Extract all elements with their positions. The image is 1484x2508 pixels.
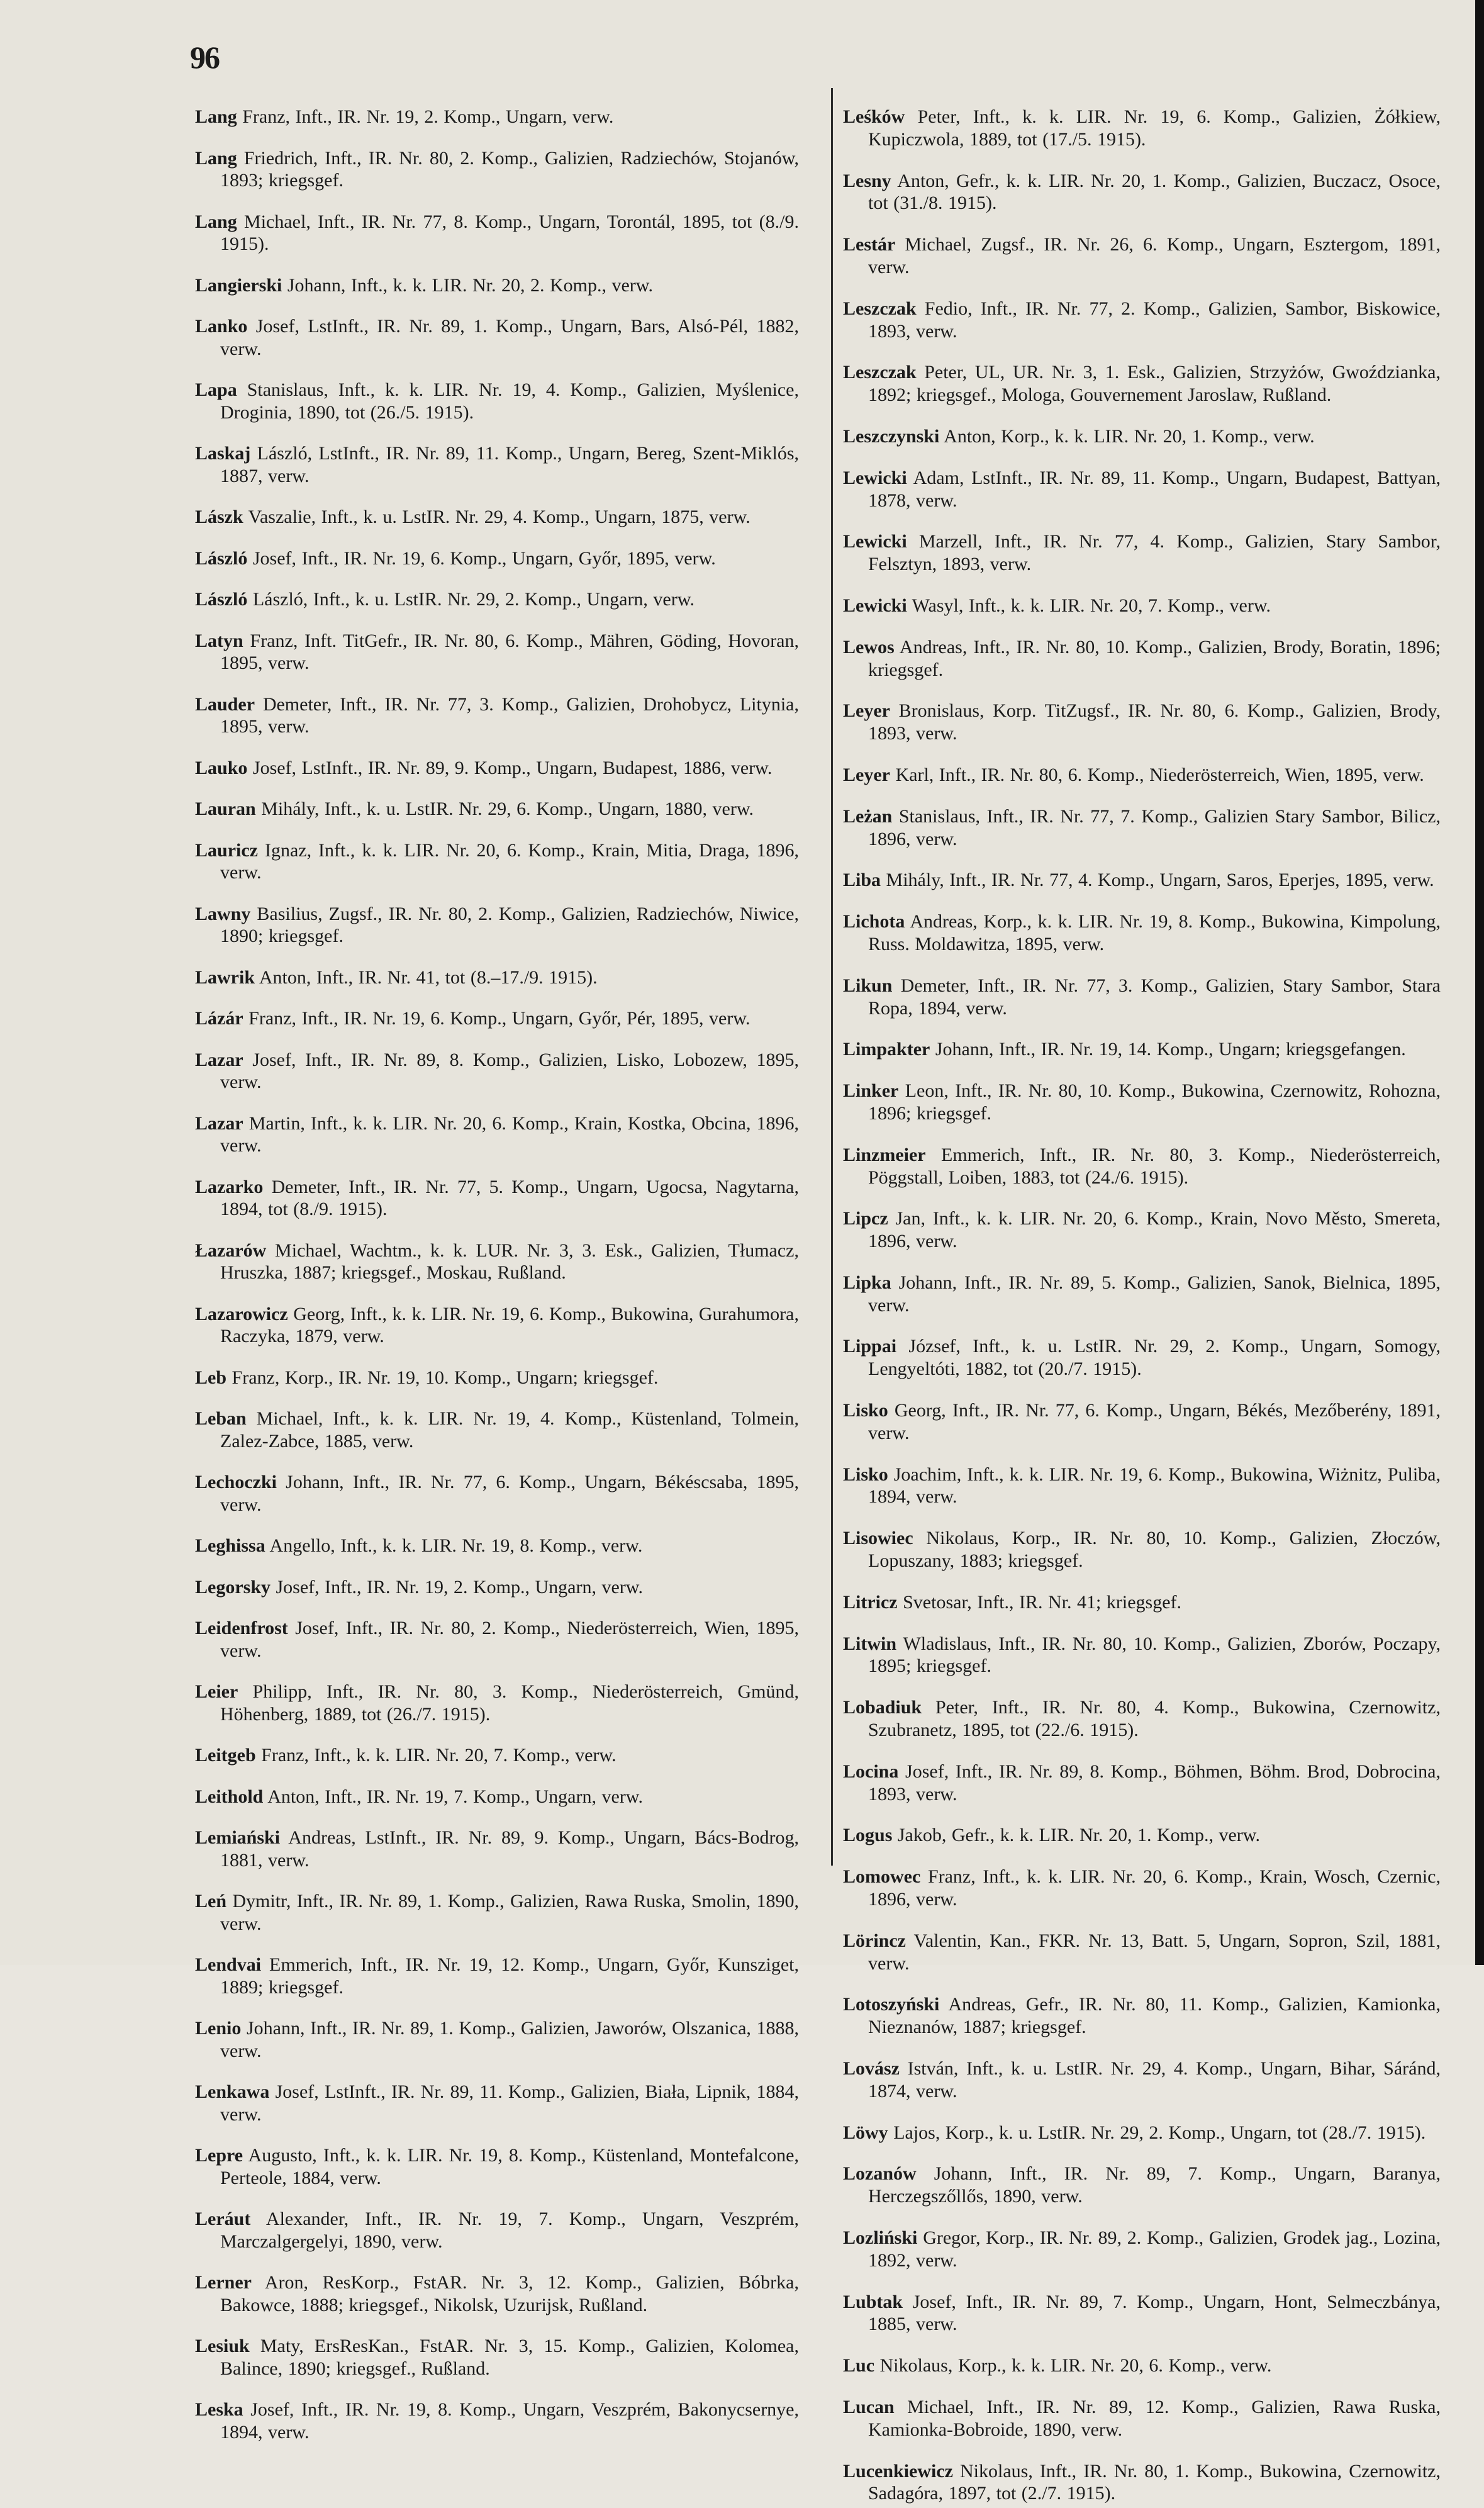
entry-details: Demeter, Inft., IR. Nr. 77, 5. Komp., Ungarn, Ugocsa, Nagytarna, 1894, tot (8./9. 1915). [220,1176,799,1219]
entry-surname: Lipcz [843,1208,888,1229]
entry-details: Jakob, Gefr., k. k. LIR. Nr. 20, 1. Komp., verw. [892,1825,1261,1846]
entry-details: Georg, Inft., k. k. LIR. Nr. 19, 6. Komp., Bukowina, Gurahumora, Raczyka, 1879, verw. [220,1303,799,1346]
entry-surname: Lawrik [195,966,255,988]
entry-surname: Lemiański [195,1827,281,1848]
entry-details: Josef, LstInft., IR. Nr. 89, 1. Komp., Ungarn, Bars, Alsó-Pél, 1882, verw. [220,316,799,359]
column-divider [831,88,833,1866]
entry-surname: Lewos [843,636,895,658]
entry-surname: Lauran [195,798,256,819]
entry-surname: Leyer [843,764,890,785]
entry-details: Josef, Inft., IR. Nr. 80, 2. Komp., Niederösterreich, Wien, 1895, verw. [220,1618,799,1661]
entry-surname: Likun [843,975,893,996]
entry-details: Josef, LstInft., IR. Nr. 89, 11. Komp., Galizien, Biała, Lipnik, 1884, verw. [220,2081,799,2125]
entry-details: Dymitr, Inft., IR. Nr. 89, 1. Komp., Galizien, Rawa Ruska, Smolin, 1890, verw. [220,1891,799,1934]
entry-surname: Leithold [195,1786,264,1807]
casualty-entry [843,2163,1441,2208]
entry-surname: Leń [195,1891,227,1912]
entry-details: Michael, Zugsf., IR. Nr. 26, 6. Komp., Ungarn, Esztergom, 1891, verw. [868,234,1441,277]
entry-details: Josef, LstInft., IR. Nr. 89, 9. Komp., Ungarn, Budapest, 1886, verw. [247,757,773,778]
casualty-entry [843,2354,1441,2377]
entry-details: Nikolaus, Inft., IR. Nr. 80, 1. Komp., Bukowina, Czernowitz, Sadagóra, 1897, tot (2./7. 1915). [868,2460,1441,2504]
right-column [843,87,1441,2508]
entry-details: István, Inft., k. u. LstIR. Nr. 29, 4. Komp., Ungarn, Bihar, Sáránd, 1874, verw. [868,2058,1441,2102]
entry-details: Georg, Inft., IR. Nr. 77, 6. Komp., Ungarn, Békés, Mezőberény, 1891, verw. [868,1400,1441,1443]
entry-details: Friedrich, Inft., IR. Nr. 80, 2. Komp., Galizien, Radziechów, Stojanów, 1893; kriegsgef. [220,147,799,191]
casualty-entry [195,1954,799,1998]
entry-details: Josef, Inft., IR. Nr. 89, 7. Komp., Ungarn, Hont, Selmeczbánya, 1885, verw. [868,2291,1441,2335]
casualty-entry [195,1007,799,1030]
entry-surname: Lewicki [843,595,907,616]
casualty-entry [195,1303,799,1348]
casualty-entry [195,798,799,820]
left-column [195,87,799,2447]
entry-details: Martin, Inft., k. k. LIR. Nr. 20, 6. Komp., Krain, Kostka, Obcina, 1896, verw. [220,1112,799,1156]
casualty-entry [843,1633,1441,1678]
casualty-entry [195,274,799,297]
casualty-entry [195,2271,799,2316]
entry-details: Nikolaus, Korp., k. k. LIR. Nr. 20, 6. Komp., verw. [874,2355,1272,2376]
casualty-entry [843,636,1441,681]
casualty-entry [195,442,799,487]
entry-surname: Liba [843,870,881,891]
casualty-entry [843,1080,1441,1125]
entry-surname: László [195,589,248,610]
entry-surname: Lang [195,147,237,169]
entry-details: Anton, Korp., k. k. LIR. Nr. 20, 1. Komp., verw. [939,425,1315,447]
casualty-entry [195,1367,799,1389]
entry-details: Ignaz, Inft., k. k. LIR. Nr. 20, 6. Komp., Krain, Mitia, Draga, 1896, verw. [220,839,799,883]
entry-details: Wasyl, Inft., k. k. LIR. Nr. 20, 7. Komp., verw. [907,595,1271,616]
entry-details: Peter, UL, UR. Nr. 3, 1. Esk., Galizien, Strzyżów, Gwoździanka, 1892; kriegsgef., Mologa, Gouvernement Jaroslaw, Rußland. [868,362,1441,406]
entry-details: Peter, Inft., k. k. LIR. Nr. 19, 6. Komp., Galizien, Żółkiew, Kupiczwola, 1889, tot (17./5. 1915). [868,106,1441,150]
entry-details: László, LstInft., IR. Nr. 89, 11. Komp., Ungarn, Bereg, Szent-Miklós, 1887, verw. [220,443,799,486]
entry-details: Anton, Inft., IR. Nr. 19, 7. Komp., Ungarn, verw. [263,1786,644,1807]
entry-surname: Lichota [843,911,905,932]
entry-surname: Lewicki [843,467,907,488]
entry-details: Svetosar, Inft., IR. Nr. 41; kriegsgef. [897,1591,1182,1613]
entry-surname: Lazarko [195,1176,264,1197]
entry-details: Stanislaus, Inft., k. k. LIR. Nr. 19, 4. Komp., Galizien, Myślenice, Droginia, 1890, tot (26./5. 1915). [220,379,799,423]
casualty-entry [195,1535,799,1557]
casualty-entry [843,1824,1441,1847]
page-edge-shadow [1475,0,1484,1965]
entry-details: Michael, Inft., k. k. LIR. Nr. 19, 4. Komp., Küstenland, Tolmein, Zalez-Zabce, 1885, verw. [220,1408,799,1452]
entry-details: Philipp, Inft., IR. Nr. 80, 3. Komp., Niederösterreich, Gmünd, Höhenberg, 1889, tot (26./7. 1915). [220,1681,799,1725]
casualty-entry [195,1049,799,1094]
entry-surname: Lapa [195,379,237,400]
entry-details: Anton, Gefr., k. k. LIR. Nr. 20, 1. Komp., Galizien, Buczacz, Osoce, tot (31./8. 1915). [868,170,1441,214]
entry-details: Josef, Inft., IR. Nr. 89, 8. Komp., Böhmen, Böhm. Brod, Dobrocina, 1893, verw. [868,1761,1441,1805]
entry-details: Michael, Wachtm., k. k. LUR. Nr. 3, 3. Esk., Galizien, Tłumacz, Hruszka, 1887; kriegsgef., Moskau, Rußland. [220,1240,799,1283]
entry-details: Nikolaus, Korp., IR. Nr. 80, 10. Komp., Galizien, Złoczów, Lopuszany, 1883; kriegsgef. [868,1528,1441,1572]
entry-surname: Leitgeb [195,1745,256,1766]
casualty-entry [195,1576,799,1599]
entry-surname: Lanko [195,316,248,337]
entry-details: Michael, Inft., IR. Nr. 89, 12. Komp., Galizien, Rawa Ruska, Kamionka-Bobroide, 1890, verw. [868,2396,1441,2440]
casualty-entry [195,106,799,128]
entry-details: Lajos, Korp., k. u. LstIR. Nr. 29, 2. Komp., Ungarn, tot (28./7. 1915). [888,2122,1426,2143]
entry-surname: Lubtak [843,2291,903,2312]
entry-details: Andreas, LstInft., IR. Nr. 89, 9. Komp., Ungarn, Bács-Bodrog, 1881, verw. [220,1827,799,1871]
entry-details: Andreas, Inft., IR. Nr. 80, 10. Komp., Galizien, Brody, Boratin, 1896; kriegsgef. [868,636,1441,680]
entry-details: Joachim, Inft., k. k. LIR. Nr. 19, 6. Komp., Bukowina, Wiżnitz, Puliba, 1894, verw. [868,1464,1441,1508]
entry-details: Johann, Inft., IR. Nr. 89, 7. Komp., Ungarn, Baranya, Herczegszőllős, 1890, verw. [868,2163,1441,2207]
entry-details: Stanislaus, Inft., IR. Nr. 77, 7. Komp., Galizien Stary Sambor, Bilicz, 1896, verw. [868,805,1441,849]
casualty-entry [843,975,1441,1020]
entry-details: József, Inft., k. u. LstIR. Nr. 29, 2. Komp., Ungarn, Somogy, Lengyeltóti, 1882, tot (20./7. 1915). [868,1336,1441,1380]
casualty-entry [843,1591,1441,1614]
entry-details: Demeter, Inft., IR. Nr. 77, 3. Komp., Galizien, Drohobycz, Litynia, 1895, verw. [220,693,799,737]
entry-details: Mihály, Inft., IR. Nr. 77, 4. Komp., Ungarn, Saros, Eperjes, 1895, verw. [881,870,1434,891]
casualty-entry [195,757,799,780]
entry-surname: Löwy [843,2122,888,2143]
entry-details: Wladislaus, Inft., IR. Nr. 80, 10. Komp., Galizien, Zborów, Poczapy, 1895; kriegsgef. [868,1633,1441,1677]
entry-surname: Leszczak [843,298,917,319]
page-number: 96 [190,40,219,75]
entry-surname: Lang [195,211,237,232]
entry-details: Jan, Inft., k. k. LIR. Nr. 20, 6. Komp., Krain, Novo Město, Smereta, 1896, verw. [868,1208,1441,1252]
entry-details: Josef, Inft., IR. Nr. 19, 2. Komp., Ungarn, verw. [271,1576,643,1598]
casualty-entry [843,2460,1441,2505]
casualty-entry [195,2399,799,2443]
casualty-entry [843,1866,1441,1911]
entry-details: Angello, Inft., k. k. LIR. Nr. 19, 8. Komp., verw. [265,1535,643,1556]
entry-details: Franz, Inft., IR. Nr. 19, 2. Komp., Ungarn, verw. [237,106,614,127]
entry-details: Franz, Inft., IR. Nr. 19, 6. Komp., Ungarn, Győr, Pér, 1895, verw. [243,1008,750,1029]
casualty-entry [843,298,1441,343]
casualty-entry [843,425,1441,448]
casualty-entry [843,2227,1441,2272]
entry-details: Alexander, Inft., IR. Nr. 19, 7. Komp., Ungarn, Veszprém, Marczalgergelyi, 1890, verw. [220,2208,799,2252]
casualty-entry [195,2144,799,2189]
entry-details: Franz, Inft. TitGefr., IR. Nr. 80, 6. Komp., Mähren, Göding, Hovoran, 1895, verw. [220,630,799,673]
entry-surname: Leszczak [843,362,917,383]
entry-details: Peter, Inft., IR. Nr. 80, 4. Komp., Bukowina, Czernowitz, Szubranetz, 1895, tot (22./6. 1915). [868,1697,1441,1741]
entry-surname: Limpakter [843,1039,930,1060]
entry-surname: Leidenfrost [195,1618,288,1638]
entry-surname: Logus [843,1825,893,1846]
casualty-entry [843,1761,1441,1806]
entry-details: Anton, Inft., IR. Nr. 41, tot (8.–17./9. 1915). [255,966,598,988]
casualty-entry [843,1144,1441,1189]
entry-surname: Lázár [195,1008,243,1029]
casualty-entry [195,211,799,255]
entry-details: Bronislaus, Korp. TitZugsf., IR. Nr. 80, 6. Komp., Galizien, Brody, 1893, verw. [868,700,1441,744]
entry-surname: Lippai [843,1336,897,1357]
entry-details: Fedio, Inft., IR. Nr. 77, 2. Komp., Galizien, Sambor, Biskowice, 1893, verw. [868,298,1441,342]
entry-surname: Lazarowicz [195,1303,288,1324]
entry-details: Franz, Korp., IR. Nr. 19, 10. Komp., Ungarn; kriegsgef. [226,1367,659,1388]
entry-surname: Lozliński [843,2227,918,2248]
entry-surname: Leszczynski [843,425,940,447]
casualty-entry [843,1930,1441,1975]
entry-surname: Łazarów [195,1240,267,1261]
casualty-entry [195,1112,799,1157]
casualty-entry [843,1464,1441,1509]
casualty-entry [843,2122,1441,2144]
casualty-entry [195,1681,799,1725]
casualty-entry [195,506,799,529]
entry-surname: Lewicki [843,531,907,552]
entry-surname: Lörincz [843,1930,906,1951]
entry-details: Emmerich, Inft., IR. Nr. 19, 12. Komp., Ungarn, Győr, Kunsziget, 1889; kriegsgef. [220,1954,799,1998]
entry-surname: Lendvai [195,1954,262,1975]
casualty-entry [843,910,1441,956]
casualty-entry [843,106,1441,151]
casualty-entry [195,1471,799,1516]
entry-surname: Lazar [195,1112,243,1134]
casualty-entry [843,1272,1441,1317]
entry-surname: Leśków [843,106,905,127]
entry-surname: Leżan [843,805,893,827]
casualty-entry [843,530,1441,576]
entry-details: Josef, Inft., IR. Nr. 19, 6. Komp., Ungarn, Győr, 1895, verw. [247,547,716,569]
casualty-entry [843,361,1441,406]
casualty-entry [843,2396,1441,2441]
entry-surname: Lobadiuk [843,1697,922,1718]
entry-surname: Lisowiec [843,1528,913,1549]
entry-surname: Litwin [843,1633,897,1654]
casualty-entry [195,1408,799,1452]
entry-surname: Lepre [195,2145,243,2166]
entry-surname: Lenio [195,2018,242,2039]
casualty-entry [843,1527,1441,1572]
entry-surname: Leb [195,1367,227,1388]
casualty-entry [195,2017,799,2062]
entry-surname: Leska [195,2399,243,2420]
entry-details: Marzell, Inft., IR. Nr. 77, 4. Komp., Galizien, Stary Sambor, Felsztyn, 1893, verw. [868,531,1441,575]
casualty-entry [843,869,1441,892]
entry-details: Aron, ResKorp., FstAR. Nr. 3, 12. Komp., Galizien, Bóbrka, Bakowce, 1888; kriegsgef., Nikolsk, Uzurijsk, Rußland. [220,2272,799,2315]
entry-surname: Lazar [195,1049,243,1070]
entry-surname: Lucenkiewicz [843,2460,953,2482]
casualty-entry [195,588,799,611]
entry-details: Adam, LstInft., IR. Nr. 89, 11. Komp., Ungarn, Budapest, Battyan, 1878, verw. [868,467,1441,511]
casualty-entry [843,1696,1441,1742]
entry-details: Johann, Inft., IR. Nr. 77, 6. Komp., Ungarn, Békéscsaba, 1895, verw. [220,1472,799,1515]
casualty-entry [843,805,1441,851]
entry-surname: Lauder [195,693,255,715]
entry-surname: Leghissa [195,1535,265,1556]
entry-details: Basilius, Zugsf., IR. Nr. 80, 2. Komp., Galizien, Radziechów, Niwice, 1890; kriegsgef. [220,903,799,946]
entry-details: Andreas, Gefr., IR. Nr. 80, 11. Komp., Galizien, Kamionka, Nieznanów, 1887; kriegsgef. [868,1994,1441,2038]
entry-surname: Locina [843,1761,899,1782]
entry-details: Johann, Inft., IR. Nr. 89, 5. Komp., Galizien, Sanok, Bielnica, 1895, verw. [868,1272,1441,1316]
entry-surname: Lipka [843,1272,891,1293]
casualty-entry [843,467,1441,512]
entry-surname: Linzmeier [843,1144,926,1165]
entry-surname: Lotoszyński [843,1994,940,2015]
casualty-entry [195,1827,799,1871]
casualty-entry [195,1744,799,1767]
casualty-entry [843,170,1441,215]
entry-surname: Lang [195,106,237,127]
entry-surname: Lechoczki [195,1472,277,1492]
entry-details: Gregor, Korp., IR. Nr. 89, 2. Komp., Galizien, Grodek jag., Lozina, 1892, verw. [868,2227,1441,2271]
entry-details: Maty, ErsResKan., FstAR. Nr. 3, 15. Komp., Galizien, Kolomea, Balince, 1890; kriegsgef., Rußland. [220,2336,799,2379]
entry-surname: Leier [195,1681,238,1702]
entry-details: Valentin, Kan., FKR. Nr. 13, Batt. 5, Ungarn, Sopron, Szil, 1881, verw. [868,1930,1441,1974]
casualty-entry [195,2208,799,2253]
entry-details: Leon, Inft., IR. Nr. 80, 10. Komp., Bukowina, Czernowitz, Rohozna, 1896; kriegsgef. [868,1080,1441,1124]
entry-surname: Luc [843,2355,875,2376]
casualty-entry [195,1617,799,1662]
casualty-entry [195,147,799,192]
entry-details: Franz, Inft., k. k. LIR. Nr. 20, 6. Komp., Krain, Wosch, Czernic, 1896, verw. [868,1866,1441,1910]
entry-details: László, Inft., k. u. LstIR. Nr. 29, 2. Komp., Ungarn, verw. [247,589,695,610]
entry-details: Johann, Inft., IR. Nr. 19, 14. Komp., Ungarn; kriegsgefangen. [930,1039,1406,1060]
entry-details: Michael, Inft., IR. Nr. 77, 8. Komp., Ungarn, Torontál, 1895, tot (8./9. 1915). [220,211,799,254]
entry-surname: Lucan [843,2396,895,2417]
entry-details: Augusto, Inft., k. k. LIR. Nr. 19, 8. Komp., Küstenland, Montefalcone, Perteole, 1884, verw. [220,2145,799,2188]
entry-surname: Leyer [843,700,890,722]
entry-surname: Lauko [195,757,248,778]
casualty-entry [843,700,1441,745]
casualty-entry [195,693,799,738]
casualty-entry [195,1786,799,1808]
casualty-entry [843,1399,1441,1445]
entry-surname: Legorsky [195,1576,271,1598]
casualty-entry [195,547,799,570]
casualty-entry [195,630,799,675]
casualty-entry [843,2291,1441,2336]
casualty-entry [195,1240,799,1284]
entry-surname: Latyn [195,630,243,651]
entry-details: Demeter, Inft., IR. Nr. 77, 3. Komp., Galizien, Stary Sambor, Stara Ropa, 1894, verw. [868,975,1441,1019]
entry-details: Karl, Inft., IR. Nr. 80, 6. Komp., Niederösterreich, Wien, 1895, verw. [890,764,1424,785]
entry-surname: Lesny [843,170,891,191]
casualty-entry [843,595,1441,617]
entry-details: Johann, Inft., k. k. LIR. Nr. 20, 2. Komp., verw. [282,274,654,296]
casualty-entry [195,839,799,884]
entry-details: Josef, Inft., IR. Nr. 89, 8. Komp., Galizien, Lisko, Lobozew, 1895, verw. [220,1049,799,1092]
entry-details: Josef, Inft., IR. Nr. 19, 8. Komp., Ungarn, Veszprém, Bakonycsernye, 1894, verw. [220,2399,799,2443]
casualty-entry [195,1890,799,1935]
casualty-entry [843,233,1441,279]
entry-surname: Lisko [843,1400,888,1421]
entry-details: Mihály, Inft., k. u. LstIR. Nr. 29, 6. Komp., Ungarn, 1880, verw. [255,798,754,819]
casualty-entry [843,1207,1441,1253]
entry-surname: Lenkawa [195,2081,270,2102]
casualty-entry [843,1335,1441,1380]
entry-surname: Lászk [195,507,243,527]
entry-surname: Lovász [843,2058,900,2080]
casualty-entry [195,315,799,360]
entry-surname: Lawny [195,903,251,924]
entry-surname: Lestár [843,234,896,255]
entry-details: Vaszalie, Inft., k. u. LstIR. Nr. 29, 4. Komp., Ungarn, 1875, verw. [243,507,750,527]
entry-surname: Linker [843,1080,899,1102]
casualty-entry [843,1038,1441,1061]
casualty-entry [195,1176,799,1221]
entry-surname: Leráut [195,2208,251,2229]
casualty-entry [843,764,1441,787]
entry-surname: Lomowec [843,1866,921,1888]
entry-surname: Lauricz [195,839,258,861]
entry-details: Emmerich, Inft., IR. Nr. 80, 3. Komp., Niederösterreich, Pöggstall, Loiben, 1883, tot (24./6. 1915). [868,1144,1441,1188]
casualty-entry [195,379,799,423]
entry-surname: Lozanów [843,2163,917,2185]
casualty-entry [195,966,799,989]
casualty-entry [843,2057,1441,2103]
casualty-entry [195,903,799,948]
entry-details: Johann, Inft., IR. Nr. 89, 1. Komp., Galizien, Jaworów, Olszanica, 1888, verw. [220,2018,799,2061]
entry-surname: Leban [195,1408,247,1429]
entry-surname: Langierski [195,274,282,296]
entry-details: Andreas, Korp., k. k. LIR. Nr. 19, 8. Komp., Bukowina, Kimpolung, Russ. Moldawitza, 1895, verw. [868,911,1441,954]
entry-surname: Laskaj [195,443,251,464]
entry-surname: Lisko [843,1464,888,1485]
entry-details: Franz, Inft., k. k. LIR. Nr. 20, 7. Komp., verw. [255,1745,616,1766]
casualty-entry [195,2335,799,2380]
entry-surname: László [195,547,248,569]
entry-surname: Lesiuk [195,2336,250,2356]
casualty-entry [843,1993,1441,2039]
entry-surname: Lerner [195,2272,252,2293]
entry-surname: Litricz [843,1591,898,1613]
casualty-entry [195,2081,799,2125]
